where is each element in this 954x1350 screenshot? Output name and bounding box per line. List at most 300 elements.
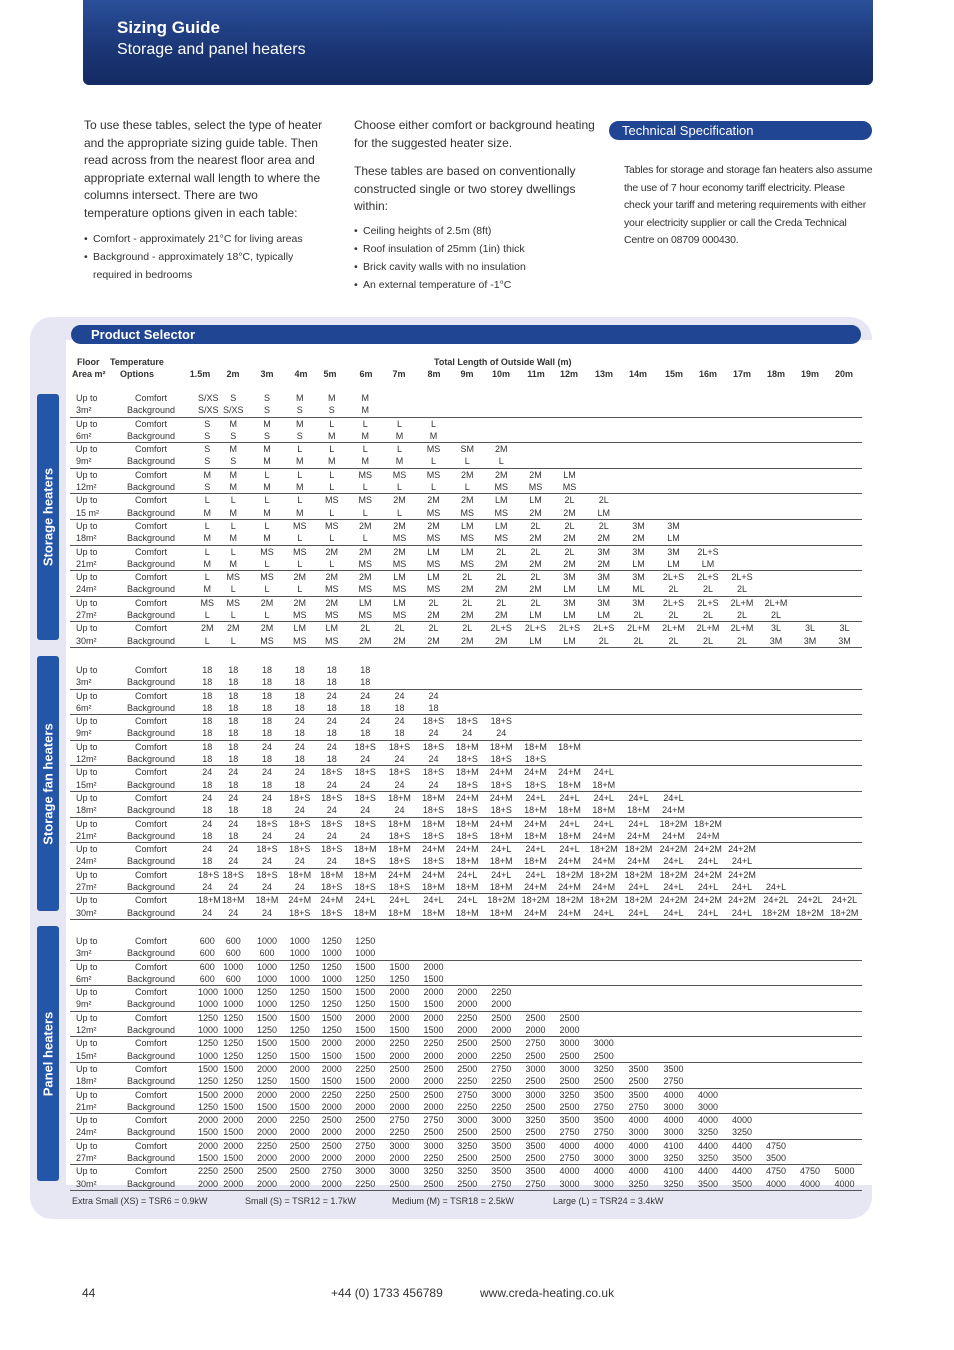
heater-size-cell [656,1037,691,1050]
heater-size-cell: MS [553,481,587,494]
heater-size-cell: MS [260,572,274,583]
table-row [70,1139,862,1152]
heater-size-cell: 3M [667,520,680,531]
heater-size-cell: 2750 [553,1126,587,1139]
heater-size-cell [827,817,862,830]
heater-size-cell: 24+L [691,855,725,868]
heater-size-cell: 24 [348,830,383,843]
heater-size-cell [793,676,827,689]
heater-size-cell: 18 [261,716,272,727]
heater-size-cell: 18+M [455,741,479,752]
heater-size-cell: 24+L [559,818,580,829]
table-row [70,622,862,635]
heater-size-cell: 1250 [198,1101,219,1112]
heater-size-cell: 1250 [250,1050,284,1063]
heater-size-cell: 4750 [799,1166,821,1177]
table-row [70,494,862,507]
temperature-option: Background [104,830,198,843]
temperature-option: Comfort [134,1140,167,1151]
heater-size-cell: 2750 [587,1101,622,1114]
heater-size-cell: LM [621,558,656,571]
heater-size-cell: 24+L [491,869,512,880]
heater-size-cell: 18+S [198,869,220,880]
heater-size-cell: 2L [656,583,691,596]
heater-size-cell: 18+M [422,818,445,829]
heater-size-cell: 4000 [559,1140,580,1151]
heater-size-cell [759,1114,793,1127]
heater-size-cell: 2L+M [764,597,788,608]
heater-size-cell: 18 [217,779,251,792]
temperature-option: Comfort [134,961,167,972]
website-link[interactable]: www.creda-heating.co.uk [480,1286,615,1300]
heater-size-cell: 4000 [593,1166,614,1177]
floor-area-value: 15m² [70,1050,104,1063]
heater-size-cell [759,960,793,973]
heater-size-cell [827,1024,862,1037]
heater-size-cell: 2500 [417,1126,451,1139]
heater-size-cell: 4000 [663,1115,684,1126]
table-row [70,430,862,443]
heater-size-cell: 2M [494,469,508,480]
heater-size-cell: 2L [530,520,541,531]
heater-size-cell [759,740,793,753]
heater-size-cell: L [230,520,236,531]
heater-size-cell: 18 [217,702,251,715]
heater-size-cell: 2000 [321,1038,342,1049]
table-row [70,830,862,843]
list-item: • Brick cavity walls with no insulation [354,258,599,276]
heater-size-cell: 1250 [348,973,383,986]
heater-size-cell: 2500 [256,1166,278,1177]
heater-size-cell [553,443,587,456]
heater-size-cell: 2500 [553,1075,587,1088]
heater-size-cell: 1250 [284,998,316,1011]
heater-size-cell: 2500 [423,1063,444,1074]
heater-size-cell: M [296,418,304,429]
heater-size-cell [759,791,793,804]
heater-size-cell: 24 [228,792,239,803]
heater-size-cell [759,998,793,1011]
heater-size-cell: 3M [759,635,793,648]
heater-size-cell [793,868,827,881]
heater-size-cell [759,571,793,584]
heater-size-cell [759,494,793,507]
heater-size-cell [691,753,725,766]
heater-size-cell: 1500 [256,1038,278,1049]
temperature-option: Background [104,753,198,766]
product-selector-title: Product Selector [91,327,196,342]
heater-size-cell [691,779,725,792]
table-row [70,596,862,609]
heater-size-cell [656,430,691,443]
heater-size-cell [827,507,862,520]
floor-area-upto: Up to [76,1038,98,1049]
heater-size-cell: 3250 [691,1126,725,1139]
heater-size-cell: 3500 [691,1178,725,1191]
heater-size-cell [759,973,793,986]
heater-size-cell: 18+M [484,881,519,894]
heater-size-cell: 24+L [628,818,649,829]
heater-size-cell: 24 [326,690,337,701]
heater-size-cell [827,1126,862,1139]
temperature-option: Background [104,998,198,1011]
temperature-option: Background [104,907,198,920]
heater-size-cell [587,986,622,999]
heater-size-cell [691,430,725,443]
heater-size-cell [725,1050,759,1063]
heater-size-cell: 2L [725,583,759,596]
heater-size-cell [656,715,691,728]
heater-size-cell: 18 [261,690,272,701]
heater-size-cell: 2L+S [558,623,581,634]
footnote-l: Large (L) = TSR24 = 3.4kW [553,1196,664,1206]
heater-size-cell: 2000 [355,1012,376,1023]
heater-size-cell: 24 [228,818,239,829]
footnote-s: Small (S) = TSR12 = 1.7kW [245,1196,356,1206]
heater-size-cell: 2L+S [697,546,719,557]
temperature-option: Comfort [134,520,167,531]
heater-size-cell [484,417,519,430]
heater-size-cell: M [203,469,211,480]
table-row [70,468,862,481]
heater-size-cell: 24 [284,830,316,843]
heater-size-cell: 24+2M [728,869,756,880]
heater-size-cell: 24+L [725,855,759,868]
heater-size-cell [519,392,553,404]
heater-size-cell [519,998,553,1011]
heater-size-cell: 18 [202,741,213,752]
heater-size-cell: 18+2M [624,869,653,880]
heater-size-cell: 3M [827,635,862,648]
heater-size-cell: 600 [199,973,215,984]
heater-size-cell [691,804,725,817]
temperature-option: Background [104,947,198,960]
heater-size-cell [725,481,759,494]
heater-size-cell: 18 [348,676,383,689]
heater-size-cell [519,947,553,960]
heater-size-cell: M [198,532,217,545]
temperature-option: Comfort [134,444,167,455]
table-row [70,583,862,596]
heater-size-cell: L [383,481,417,494]
heater-size-cell: 3250 [691,1152,725,1165]
heater-size-cell: 18+2M [487,895,516,906]
heater-size-cell: 24+L [491,844,512,855]
heater-size-cell [725,1011,759,1024]
heater-size-cell: M [263,418,271,429]
heater-size-cell: 24+M [553,855,587,868]
heater-size-cell: 2000 [256,1089,278,1100]
heater-size-cell [656,481,691,494]
heater-size-cell: 24+L [593,792,614,803]
heater-size-cell: 24 [316,855,349,868]
heater-size-cell: 24+L [525,792,546,803]
heater-size-cell: 1500 [321,1012,342,1023]
heater-size-cell [691,532,725,545]
heater-size-cell: 24 [202,844,213,855]
heater-size-cell: 18+S [354,792,376,803]
heater-size-cell [793,1139,827,1152]
temperature-option: Background [104,855,198,868]
heater-size-cell: 18+M [558,741,581,752]
table-row [70,404,862,417]
heater-size-cell [587,715,622,728]
heater-size-cell [484,947,519,960]
heater-size-cell: 3L [804,623,815,634]
heater-size-cell: 4000 [663,1089,684,1100]
heater-size-cell: 18 [383,702,417,715]
heater-size-cell: 2000 [484,1024,519,1037]
floor-area-value: 21m² [70,1101,104,1114]
heater-size-cell [827,1050,862,1063]
heater-size-cell: 18+M [489,741,513,752]
heater-size-cell [484,404,519,417]
heater-size-cell: 18 [250,753,284,766]
heater-size-cell [451,392,485,404]
heater-size-cell: L [217,635,251,648]
heater-size-cell [621,960,656,973]
heater-size-cell: 18+2M [589,844,618,855]
heater-size-cell: 2L+S [524,623,547,634]
heater-size-cell: MS [484,481,519,494]
heater-size-cell [827,715,862,728]
heater-size-cell: 24+L [389,895,410,906]
heater-size-cell: 2000 [389,1012,410,1023]
table-row [70,881,862,894]
heater-size-cell: 24 [294,716,305,727]
wall-length-heading: Total Length of Outside Wall (m) [434,357,572,367]
heater-size-cell: 18 [217,727,251,740]
heater-size-cell: 18+2M [555,895,584,906]
heater-size-cell: 24+L [621,881,656,894]
heater-size-cell [451,935,485,947]
floor-area-upto: Up to [76,961,98,972]
heater-size-cell [656,664,691,676]
heater-size-cell: L [484,455,519,468]
heater-size-cell: M [229,444,237,455]
heater-size-cell [553,998,587,1011]
heater-size-cell: LM [427,546,440,557]
heater-size-cell: 2500 [417,1178,451,1191]
temperature-option: Background [104,1126,198,1139]
heater-size-cell: 2L [725,635,759,648]
page-subtitle: Storage and panel heaters [117,41,306,58]
tech-spec-title: Technical Specification [622,123,754,138]
heater-size-cell [519,430,553,443]
wall-length-heading-item: 12m [559,369,578,379]
heater-size-cell: 18+2M [759,907,793,920]
heater-size-cell: 3M [632,572,645,583]
table-row [70,558,862,571]
table-row [70,766,862,779]
heater-size-cell: M [383,455,417,468]
heater-size-cell [691,715,725,728]
heater-size-cell: 2M [494,444,508,455]
heater-size-cell: LM [494,495,508,506]
temperature-option: Comfort [134,767,167,778]
heater-size-cell: MS [383,583,417,596]
heater-size-cell: 4100 [663,1140,684,1151]
heater-size-cell [656,1050,691,1063]
heater-size-cell [793,468,827,481]
heater-size-cell: 2L [360,623,371,634]
floor-area-upto: Up to [76,418,98,429]
heater-size-cell [759,676,793,689]
heater-size-cell: 3500 [593,1089,614,1100]
heater-size-cell [553,455,587,468]
floor-area-value: 18m² [70,532,104,545]
heater-size-cell: 24 [198,881,217,894]
heater-size-cell: 2M [553,507,587,520]
heater-size-cell: 2000 [423,961,444,972]
heater-size-cell: 24 [261,767,272,778]
heater-size-cell: 24 [316,830,349,843]
heater-size-cell [621,766,656,779]
heater-size-cell: 3M [563,597,576,608]
heater-size-cell: 18+S [484,753,519,766]
page-title: Sizing Guide [117,18,220,37]
storage-heaters-table [70,392,862,648]
heater-size-cell: 18+S [321,818,343,829]
heater-size-cell: 2L [530,546,541,557]
heater-size-cell: 24+L [593,767,614,778]
temperature-option: Comfort [134,895,167,906]
heater-size-cell [587,1024,622,1037]
heater-size-cell: 2000 [451,998,485,1011]
heater-size-cell: 2000 [256,1115,278,1126]
heater-size-cell [725,417,759,430]
heater-size-cell: 18 [250,804,284,817]
heater-size-cell: 1500 [198,1089,219,1100]
heater-size-cell: 2L [587,635,622,648]
heater-size-cell: 2250 [451,1075,485,1088]
heater-size-cell: 24 [250,881,284,894]
heater-size-cell [587,753,622,766]
heater-size-cell: 1250 [223,1038,244,1049]
table-row [70,1011,862,1024]
heater-size-cell [621,455,656,468]
heater-size-cell: L [284,583,316,596]
heater-size-cell: 24+M [489,767,513,778]
table-row [70,868,862,881]
heater-size-cell: 18 [417,702,451,715]
heater-size-cell: MS [358,495,372,506]
temperature-option: Background [104,1050,198,1063]
heater-size-cell [793,973,827,986]
heater-size-cell: LM [587,609,622,622]
heater-size-cell: MS [417,507,451,520]
heater-size-cell: 2M [484,635,519,648]
heater-size-cell: 2500 [321,1140,342,1151]
heater-size-cell: 2L [656,609,691,622]
heater-size-cell: 24+2M [694,844,722,855]
heater-size-cell [484,960,519,973]
heater-size-cell [691,998,725,1011]
heater-size-cell: 24+M [519,881,553,894]
table-row [70,715,862,728]
heater-size-cell: 24 [394,716,405,727]
heater-size-cell [621,973,656,986]
heater-size-cell [621,702,656,715]
heater-size-cell [587,960,622,973]
heater-size-cell: 2L [564,520,575,531]
heater-size-cell: 18 [316,727,349,740]
heater-size-cell [621,1024,656,1037]
heater-size-cell [656,727,691,740]
floor-area-upto: Up to [76,444,98,455]
heater-size-cell: 1250 [250,1075,284,1088]
heater-size-cell: 2000 [250,1152,284,1165]
heater-size-cell [451,947,485,960]
heater-size-cell [793,1011,827,1024]
heater-size-cell: 24+M [553,881,587,894]
table-row [70,392,862,404]
heater-size-cell: 24 [383,779,417,792]
heater-size-cell: 4000 [697,1115,719,1126]
heater-size-cell: 2M [519,507,553,520]
heater-size-cell: 18 [217,676,251,689]
heater-size-cell: 24 [484,727,519,740]
heater-size-cell [587,740,622,753]
heater-size-cell: 18+2M [521,895,550,906]
heater-size-cell: 3M [563,572,576,583]
product-selector-heading [71,325,861,344]
heater-size-cell: 2000 [484,998,519,1011]
heater-size-cell [793,571,827,584]
heater-size-cell [656,779,691,792]
heater-size-cell [656,494,691,507]
heater-size-cell: 18 [198,727,217,740]
heater-size-cell: 2L [394,623,405,634]
heater-size-cell: L [329,444,335,455]
intro-paragraph-3: These tables are based on conventionally constructed single or two storey dwellings within: [354,164,576,214]
table-row [70,689,862,702]
heater-size-cell: M [348,455,383,468]
heater-size-cell: 2M [553,532,587,545]
heater-size-cell [553,392,587,404]
heater-size-cell: 2250 [383,1126,417,1139]
table-row [70,804,862,817]
heater-size-cell: 18+2M [694,818,722,829]
heater-size-cell [725,1037,759,1050]
heater-size-cell: 18 [316,676,349,689]
heater-size-cell: 2000 [284,1152,316,1165]
heater-size-cell: 3000 [423,1140,444,1151]
heater-size-cell: L [329,418,335,429]
heater-size-cell: 2750 [553,1152,587,1165]
temperature-option: Background [104,609,198,622]
heater-size-cell [691,507,725,520]
heater-size-cell: 3000 [559,1038,580,1049]
heater-size-cell: MS [519,481,553,494]
heater-size-cell: 24+M [691,830,725,843]
heater-size-cell: MS [383,558,417,571]
heater-size-cell: 2500 [289,1166,310,1177]
heater-size-cell: MS [451,532,485,545]
heater-size-cell [759,532,793,545]
heater-size-cell: 18+M [288,869,312,880]
footnote-xs: Extra Small (XS) = TSR6 = 0.9kW [72,1196,208,1206]
heater-size-cell [484,935,519,947]
heater-size-cell [725,430,759,443]
heater-size-cell: 18+2M [589,869,618,880]
heater-size-cell [553,702,587,715]
heater-size-cell [827,702,862,715]
temperature-option: Comfort [134,572,167,583]
floor-area-value: 6m² [70,430,104,443]
heater-size-cell: M [217,481,251,494]
heater-size-cell: 24+M [489,792,513,803]
